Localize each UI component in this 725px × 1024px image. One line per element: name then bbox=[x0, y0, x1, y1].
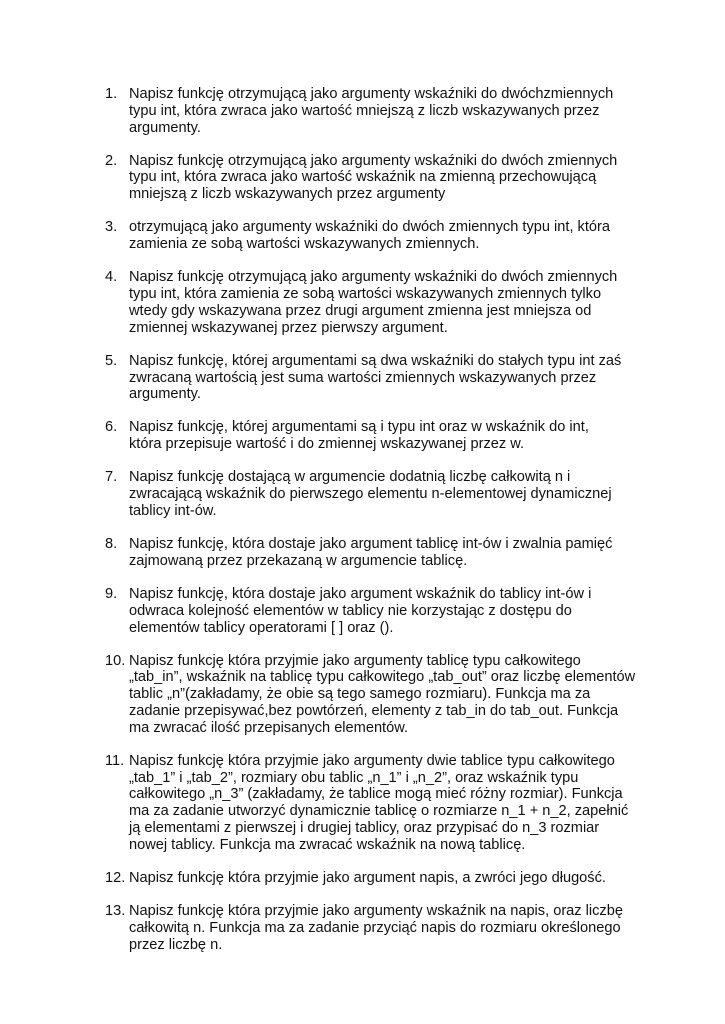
task-number: 6. bbox=[105, 419, 118, 436]
task-text-line: Napisz funkcję, która dostaje jako argument tablicę int-ów i zwalnia pamięć bbox=[129, 536, 613, 553]
task-number: 4. bbox=[105, 269, 118, 286]
task-item bbox=[105, 86, 641, 136]
task-text bbox=[129, 536, 641, 570]
task-item bbox=[105, 536, 641, 570]
task-text-line: przez liczbę n. bbox=[129, 936, 223, 953]
task-item bbox=[105, 219, 641, 253]
task-text bbox=[129, 870, 641, 887]
task-text-line: argumenty. bbox=[129, 386, 201, 403]
task-text-line: Napisz funkcję która przyjmie jako argumenty tablicę typu całkowitego bbox=[129, 652, 581, 669]
task-text-line: całkowitego „n_3” (zakładamy, że tablice mogą mieć różny rozmiar). Funkcja bbox=[129, 786, 623, 803]
task-text-line: zamienia ze sobą wartości wskazywanych zmiennych. bbox=[129, 236, 480, 253]
task-text-line: ją elementami z pierwszej i drugiej tablicy, oraz przypisać do n_3 rozmiar bbox=[129, 820, 600, 837]
task-number: 1. bbox=[105, 86, 118, 102]
task-number: 10. bbox=[105, 652, 126, 669]
task-text-line: elementów tablicy operatorami [ ] oraz (). bbox=[129, 619, 394, 636]
task-text-line: „tab_in”, wskaźnik na tablicę typu całkowitego „tab_out” oraz liczbę elementów bbox=[129, 669, 636, 686]
task-text bbox=[129, 419, 641, 453]
task-text-line: tablicy int-ów. bbox=[129, 502, 217, 519]
task-text-line: zmiennej wskazywanej przez pierwszy argument. bbox=[129, 319, 448, 336]
task-item bbox=[105, 903, 641, 953]
task-text-line: zwracaną wartością jest suma wartości zmiennych wskazywanych przez bbox=[129, 369, 597, 386]
task-text bbox=[129, 219, 641, 253]
task-number: 7. bbox=[105, 469, 118, 486]
task-text bbox=[129, 586, 641, 636]
task-text bbox=[129, 269, 641, 336]
task-text-line: zadanie przepisywać,bez powtórzeń, elementy z tab_in do tab_out. Funkcja bbox=[129, 702, 619, 719]
task-text-line: Napisz funkcję która przyjmie jako argument napis, a zwróci jego długość. bbox=[129, 869, 606, 886]
task-text-line: całkowitą n. Funkcja ma za zadanie przyciąć napis do rozmiaru określonego bbox=[129, 919, 621, 936]
task-text-line: Napisz funkcję która przyjmie jako argumenty dwie tablice typu całkowitego bbox=[129, 752, 615, 769]
task-text-line: Napisz funkcję dostającą w argumencie dodatnią liczbę całkowitą n i bbox=[129, 469, 571, 486]
task-text bbox=[129, 353, 641, 403]
task-text-line: Napisz funkcję która przyjmie jako argumenty wskaźnik na napis, oraz liczbę bbox=[129, 903, 623, 920]
task-text-line: typu int, która zwraca jako wartość mniejszą z liczb wskazywanych przez bbox=[129, 102, 600, 119]
task-item bbox=[105, 269, 641, 336]
task-text-line: typu int, która zwraca jako wartość wskaźnik na zmienną przechowującą bbox=[129, 169, 597, 186]
task-text bbox=[129, 903, 641, 953]
task-text-line: „tab_1” i „tab_2”, rozmiary obu tablic „n_1” i „n_2”, oraz wskaźnik typu bbox=[129, 769, 579, 786]
task-text-line: argumenty. bbox=[129, 119, 201, 136]
task-number: 13. bbox=[105, 903, 126, 920]
task-item bbox=[105, 419, 641, 453]
task-text bbox=[129, 86, 641, 136]
task-text-line: ma zwracać ilość przepisanych elementów. bbox=[129, 719, 409, 736]
task-text-line: tablic „n”(zakładamy, że obie są tego samego rozmiaru). Funkcja ma za bbox=[129, 686, 591, 703]
task-number: 5. bbox=[105, 352, 118, 369]
task-text-line: Napisz funkcję otrzymującą jako argumenty wskaźniki do dwóch zmiennych bbox=[129, 152, 618, 169]
task-text bbox=[129, 653, 641, 737]
task-number: 9. bbox=[105, 585, 118, 602]
task-text-line: Napisz funkcję otrzymującą jako argumenty wskaźniki do dwóch zmiennych bbox=[129, 269, 618, 286]
task-text-line: otrzymującą jako argumenty wskaźniki do dwóch zmiennych typu int, która bbox=[129, 219, 610, 236]
task-text-line: nowej tablicy. Funkcja ma zwracać wskaźnik na nową tablicę. bbox=[129, 836, 526, 853]
task-item bbox=[105, 870, 641, 887]
task-text-line: Napisz funkcję, której argumentami są dwa wskaźniki do stałych typu int zaś bbox=[129, 352, 622, 369]
task-number: 11. bbox=[105, 752, 125, 769]
task-item bbox=[105, 353, 641, 403]
task-text-line: zajmowaną przez przekazaną w argumencie tablicę. bbox=[129, 552, 468, 569]
task-text bbox=[129, 153, 641, 203]
task-text bbox=[129, 753, 641, 854]
task-item bbox=[105, 753, 641, 854]
task-text-line: mniejszą z liczb wskazywanych przez argumenty bbox=[129, 186, 446, 203]
task-item bbox=[105, 586, 641, 636]
task-text-line: Napisz funkcję, której argumentami są i typu int oraz w wskaźnik do int, bbox=[129, 419, 589, 436]
task-item bbox=[105, 469, 641, 519]
task-text-line: typu int, która zamienia ze sobą wartości wskazywanych zmiennych tylko bbox=[129, 286, 602, 303]
task-text-line: wtedy gdy wskazywana przez drugi argument zmienna jest mniejsza od bbox=[129, 302, 592, 319]
task-number: 8. bbox=[105, 536, 118, 553]
task-text-line: ma za zadanie utworzyć dynamicznie tablicę o rozmiarze n_1 + n_2, zapełnić bbox=[129, 803, 629, 820]
task-text-line: Napisz funkcję otrzymującą jako argumenty wskaźniki do dwóchzmiennych bbox=[129, 86, 614, 102]
task-list bbox=[105, 86, 641, 953]
task-text bbox=[129, 469, 641, 519]
task-number: 2. bbox=[105, 152, 118, 169]
task-item bbox=[105, 153, 641, 203]
task-text-line: zwracającą wskaźnik do pierwszego elementu n-elementowej dynamicznej bbox=[129, 486, 612, 503]
task-text-line: odwraca kolejność elementów w tablicy nie korzystając z dostępu do bbox=[129, 602, 572, 619]
task-number: 12. bbox=[105, 869, 126, 886]
task-number: 3. bbox=[105, 219, 118, 236]
task-text-line: która przepisuje wartość i do zmiennej wskazywanej przez w. bbox=[129, 436, 525, 453]
task-text-line: Napisz funkcję, która dostaje jako argument wskaźnik do tablicy int-ów i bbox=[129, 585, 592, 602]
task-item bbox=[105, 653, 641, 737]
